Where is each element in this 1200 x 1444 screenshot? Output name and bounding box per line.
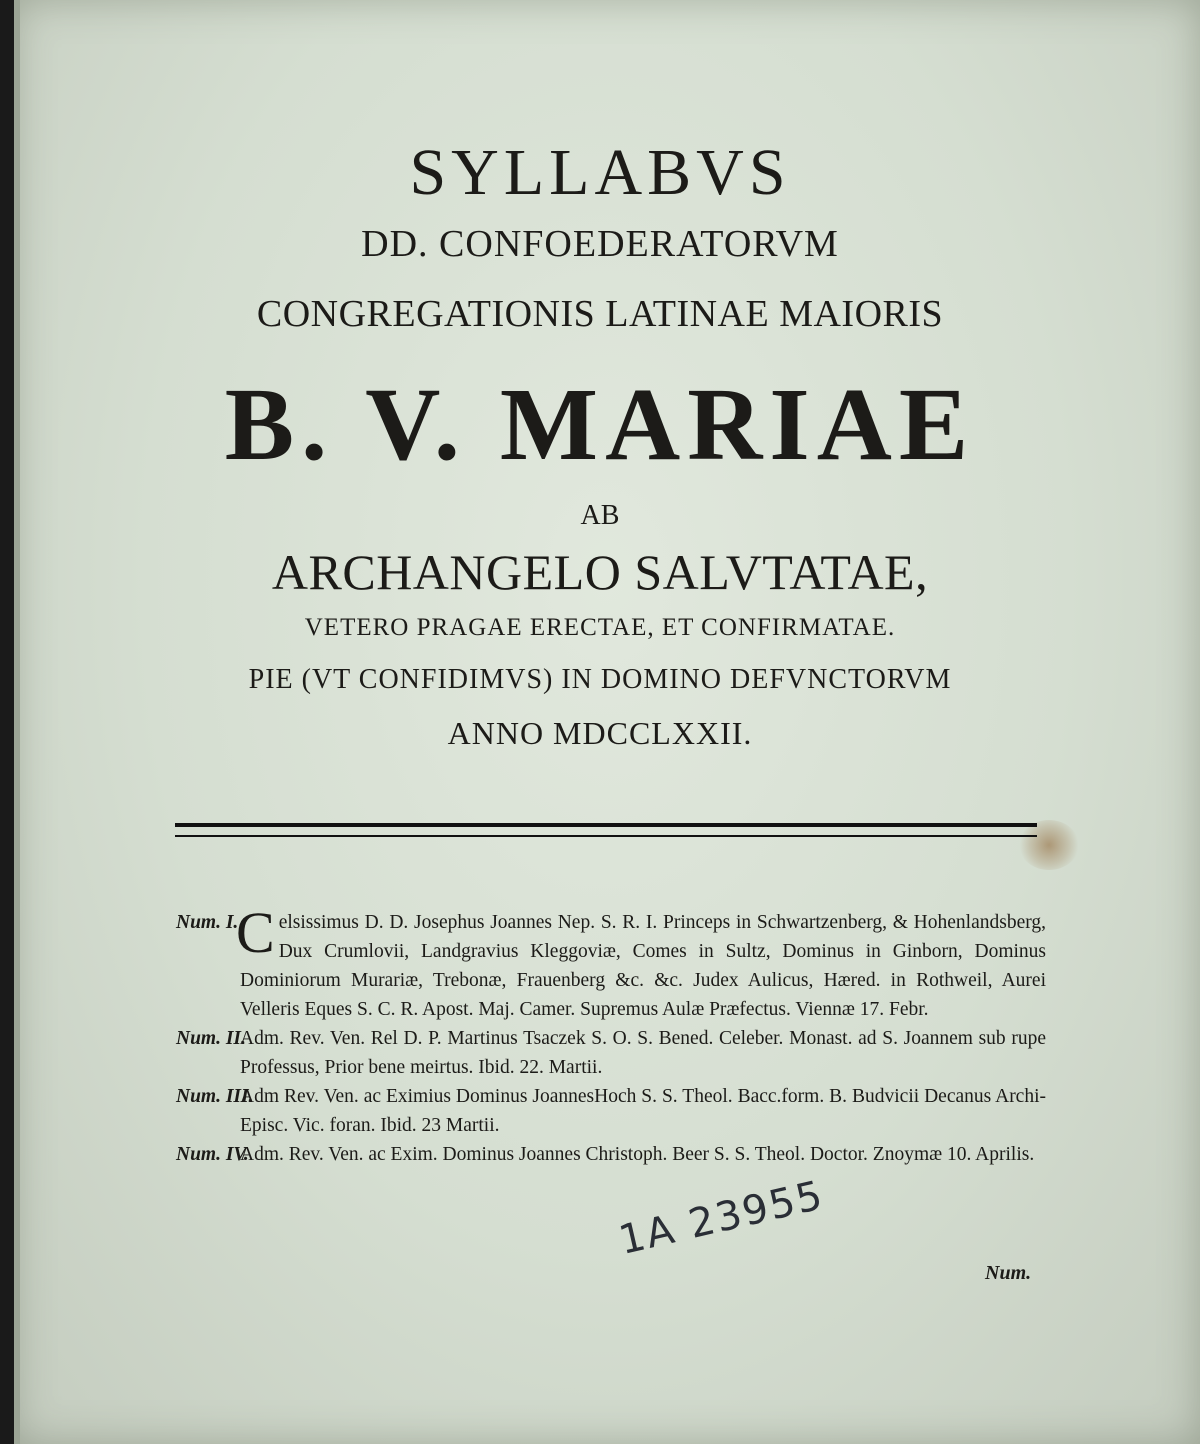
title-ab: AB — [580, 500, 620, 531]
entry-text: Adm. Rev. Ven. Rel D. P. Martinus Tsaczek S. O. S. Bened. Celeber. Monast. ad S. Joannem sub rupe Professus, Prior bene meirtus. Ibid. 22. Martii. — [240, 1028, 1046, 1078]
title-anno: ANNO MDCCLXXII. — [447, 715, 753, 751]
double-rule-bottom — [175, 835, 1037, 837]
entry-4 — [176, 1140, 1046, 1169]
entry-text: elsissimus D. D. Josephus Joannes Nep. S. R. I. Princeps in Schwartzenberg, & Hohenlandsberg, Dux Crumlovii, Landgravius Kleggoviæ, Comes in Sultz, Dominus in Ginborn, Dominus Dominiorum Murariæ, Trebonæ, Frauenberg &c. &c. Judex Aulicus, Hæred. in Rothweil, Aurei Velleris Eques S. C. R. Apost. Maj. Camer. Supremus Aulæ Præfectus. Viennæ 17. Febr. — [240, 912, 1046, 1020]
entry-text: Adm. Rev. Ven. ac Exim. Dominus Joannes Christoph. Beer S. S. Theol. Doctor. Znoymæ 10. Aprilis. — [240, 1144, 1035, 1165]
title-vetero: VETERO PRAGAE ERECTAE, ET CONFIRMATAE. — [304, 614, 896, 641]
entry-number: Num. III. — [176, 1086, 254, 1107]
title-pie: PIE (VT CONFIDIMVS) IN DOMINO DEFVNCTORVM — [248, 664, 952, 695]
entry-text: Adm Rev. Ven. ac Eximius Dominus JoannesHoch S. S. Theol. Bacc.form. B. Budvicii Decanus Archi-Episc. Vic. foran. Ibid. 23 Martii. — [240, 1086, 1046, 1136]
pencil-shelfmark: 1A 23955 — [614, 1172, 829, 1264]
title-confoederatorum: DD. CONFOEDERATORVM — [361, 223, 839, 265]
title-syllabus: SYLLABVS — [409, 136, 791, 209]
entries-list — [176, 900, 1046, 1169]
entry-1 — [176, 900, 1046, 1024]
double-rule-top — [175, 823, 1037, 827]
entry-3 — [176, 1082, 1046, 1140]
drop-cap: C — [236, 900, 275, 965]
title-archangelo: ARCHANGELO SALVTATAE, — [271, 544, 929, 600]
entry-number: Num. I. — [176, 912, 239, 933]
entry-number: Num. II. — [176, 1028, 246, 1049]
catchword: Num. — [985, 1262, 1032, 1284]
title-mariae: B. V. MARIAE — [224, 367, 976, 482]
ink-stain — [1019, 820, 1079, 870]
entry-number: Num. IV. — [176, 1144, 249, 1165]
title-congregationis: CONGREGATIONIS LATINAE MAIORIS — [256, 293, 944, 335]
entry-2 — [176, 1024, 1046, 1082]
